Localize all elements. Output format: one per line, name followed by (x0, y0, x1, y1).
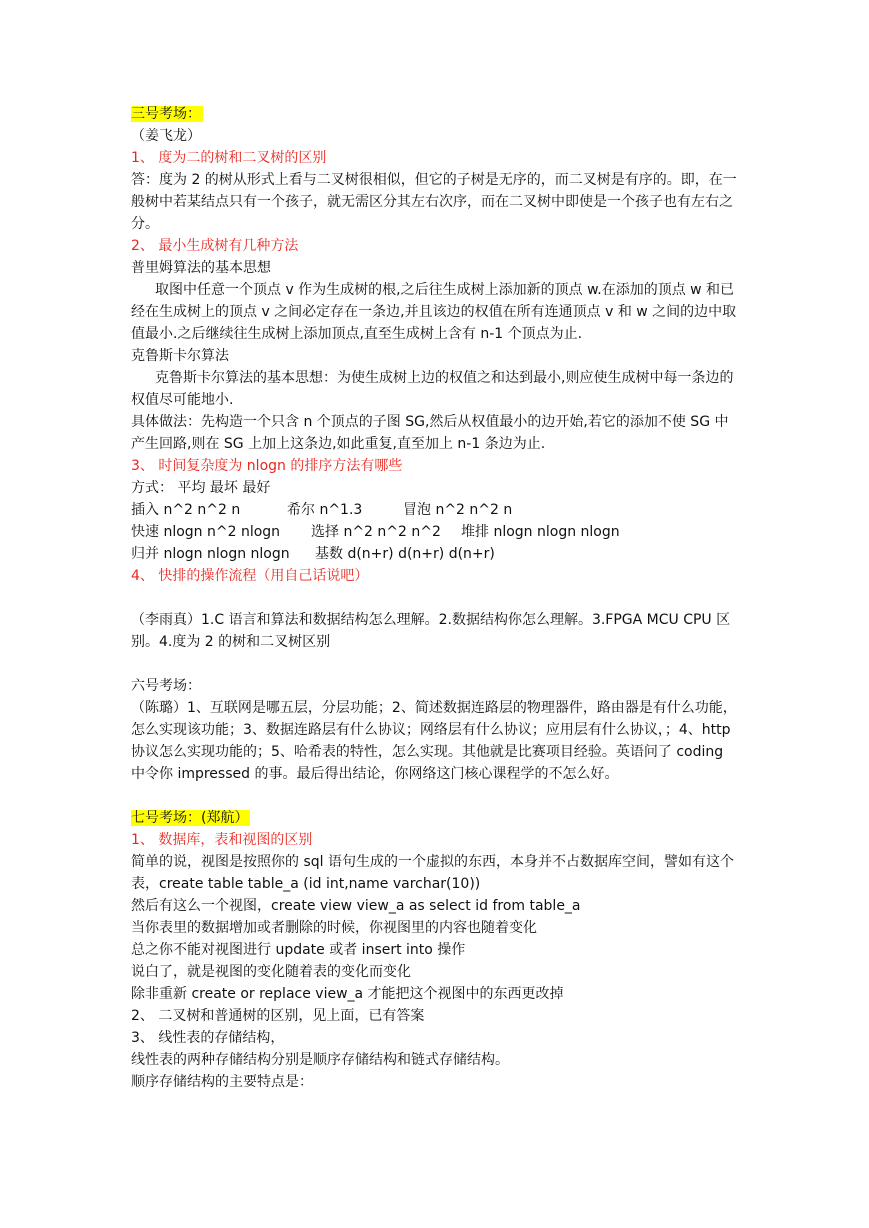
prim-text: 取图中任意一个顶点 v 作为生成树的根,之后往生成树上添加新的顶点 w.在添加的顶点 w 和已经在生成树上的顶点 v 之间必定存在一条边,并且该边的权值在所有连通顶点 v 和 w 之间的边中取值最小.之后继续往生成树上添加顶点,直至生成树上含有 n-1 个顶点为止. (131, 282, 737, 342)
answer-1: 答：度为 2 的树从形式上看与二叉树很相似，但它的子树是无序的，而二叉树是有序的。即，在一般树中若某结点只有一个孩子，就无需区分其左右次序，而在二叉树中即使是一个孩子也有左右之分。 (131, 172, 737, 232)
question-2: 2、 最小生成树有几种方法 (131, 238, 299, 254)
text-line: 说白了，就是视图的变化随着表的变化而变化 (131, 964, 411, 980)
question-3: 3、 时间复杂度为 nlogn 的排序方法有哪些 (131, 458, 403, 474)
sort-cell: 基数 d(n+r) d(n+r) d(n+r) (315, 546, 495, 562)
document-content (131, 103, 741, 1093)
section-3-title: 三号考场： (131, 106, 201, 122)
sort-row (131, 543, 741, 565)
text-line: 3、 线性表的存储结构， (131, 1030, 285, 1046)
section-3-examiner: （姜飞龙） (131, 128, 201, 144)
li-questions: （李雨真）1.C 语言和算法和数据结构怎么理解。2.数据结构你怎么理解。3.FPGA MCU CPU 区别。4.度为 2 的树和二叉树区别 (131, 612, 731, 650)
sort-cell: 快速 nlogn n^2 nlogn (131, 524, 281, 540)
text-line: 当你表里的数据增加或者删除的时候，你视图里的内容也随着变化 (131, 920, 537, 936)
text-line: 除非重新 create or replace view_a 才能把这个视图中的东西更改掉 (131, 986, 564, 1002)
text-line: 顺序存储结构的主要特点是： (131, 1074, 313, 1090)
text-line: 总之你不能对视图进行 update 或者 insert into 操作 (131, 942, 466, 958)
sort-cell: 归并 nlogn nlogn nlogn (131, 546, 290, 562)
kruskal-title: 克鲁斯卡尔算法 (131, 348, 229, 364)
kruskal-text: 克鲁斯卡尔算法的基本思想：为使生成树上边的权值之和达到最小,则应使生成树中每一条边的权值尽可能地小. (131, 370, 734, 408)
sort-row (131, 499, 741, 521)
method-text: 具体做法：先构造一个只含 n 个顶点的子图 SG,然后从权值最小的边开始,若它的添加不使 SG 中产生回路,则在 SG 上加上这条边,如此重复,直至加上 n-1 条边为止. (131, 414, 729, 452)
section-7-title: 七号考场：(郑航） (131, 810, 249, 826)
section-6-text: （陈璐）1、互联网是哪五层，分层功能；2、简述数据连路层的物理器件，路由器是有什么功能，怎么实现该功能；3、数据连路层有什么协议；网络层有什么协议；应用层有什么协议，；4、http 协议怎么实现功能的；5、哈希表的特性，怎么实现。其他就是比赛项目经验。英语问了 coding 中令你 impressed 的事。最后得出结论，你网络这门核心课程学的不怎么好。 (131, 700, 737, 782)
text-line: 简单的说，视图是按照你的 sql 语句生成的一个虚拟的东西，本身并不占数据库空间，譬如有这个表，create table table_a (id int,name varchar(10)) (131, 854, 734, 892)
sort-cell: 堆排 nlogn nlogn nlogn (461, 524, 620, 540)
text-line: 2、 二叉树和普通树的区别，见上面，已有答案 (131, 1008, 425, 1024)
text-line: 然后有这么一个视图，create view view_a as select id from table_a (131, 898, 581, 914)
sort-cell: 希尔 n^1.3 (287, 502, 363, 518)
sort-header: 方式： 平均 最坏 最好 (131, 480, 271, 496)
sort-row (131, 521, 741, 543)
sort-cell: 插入 n^2 n^2 n (131, 502, 241, 518)
sort-cell: 选择 n^2 n^2 n^2 (311, 524, 441, 540)
text-line: 线性表的两种存储结构分别是顺序存储结构和链式存储结构。 (131, 1052, 509, 1068)
question-4: 4、 快排的操作流程（用自己话说吧） (131, 568, 369, 584)
question-db: 1、 数据库，表和视图的区别 (131, 832, 313, 848)
section-6-title: 六号考场： (131, 678, 201, 694)
prim-title: 普里姆算法的基本思想 (131, 260, 271, 276)
sort-cell: 冒泡 n^2 n^2 n (403, 502, 513, 518)
question-1: 1、 度为二的树和二叉树的区别 (131, 150, 327, 166)
